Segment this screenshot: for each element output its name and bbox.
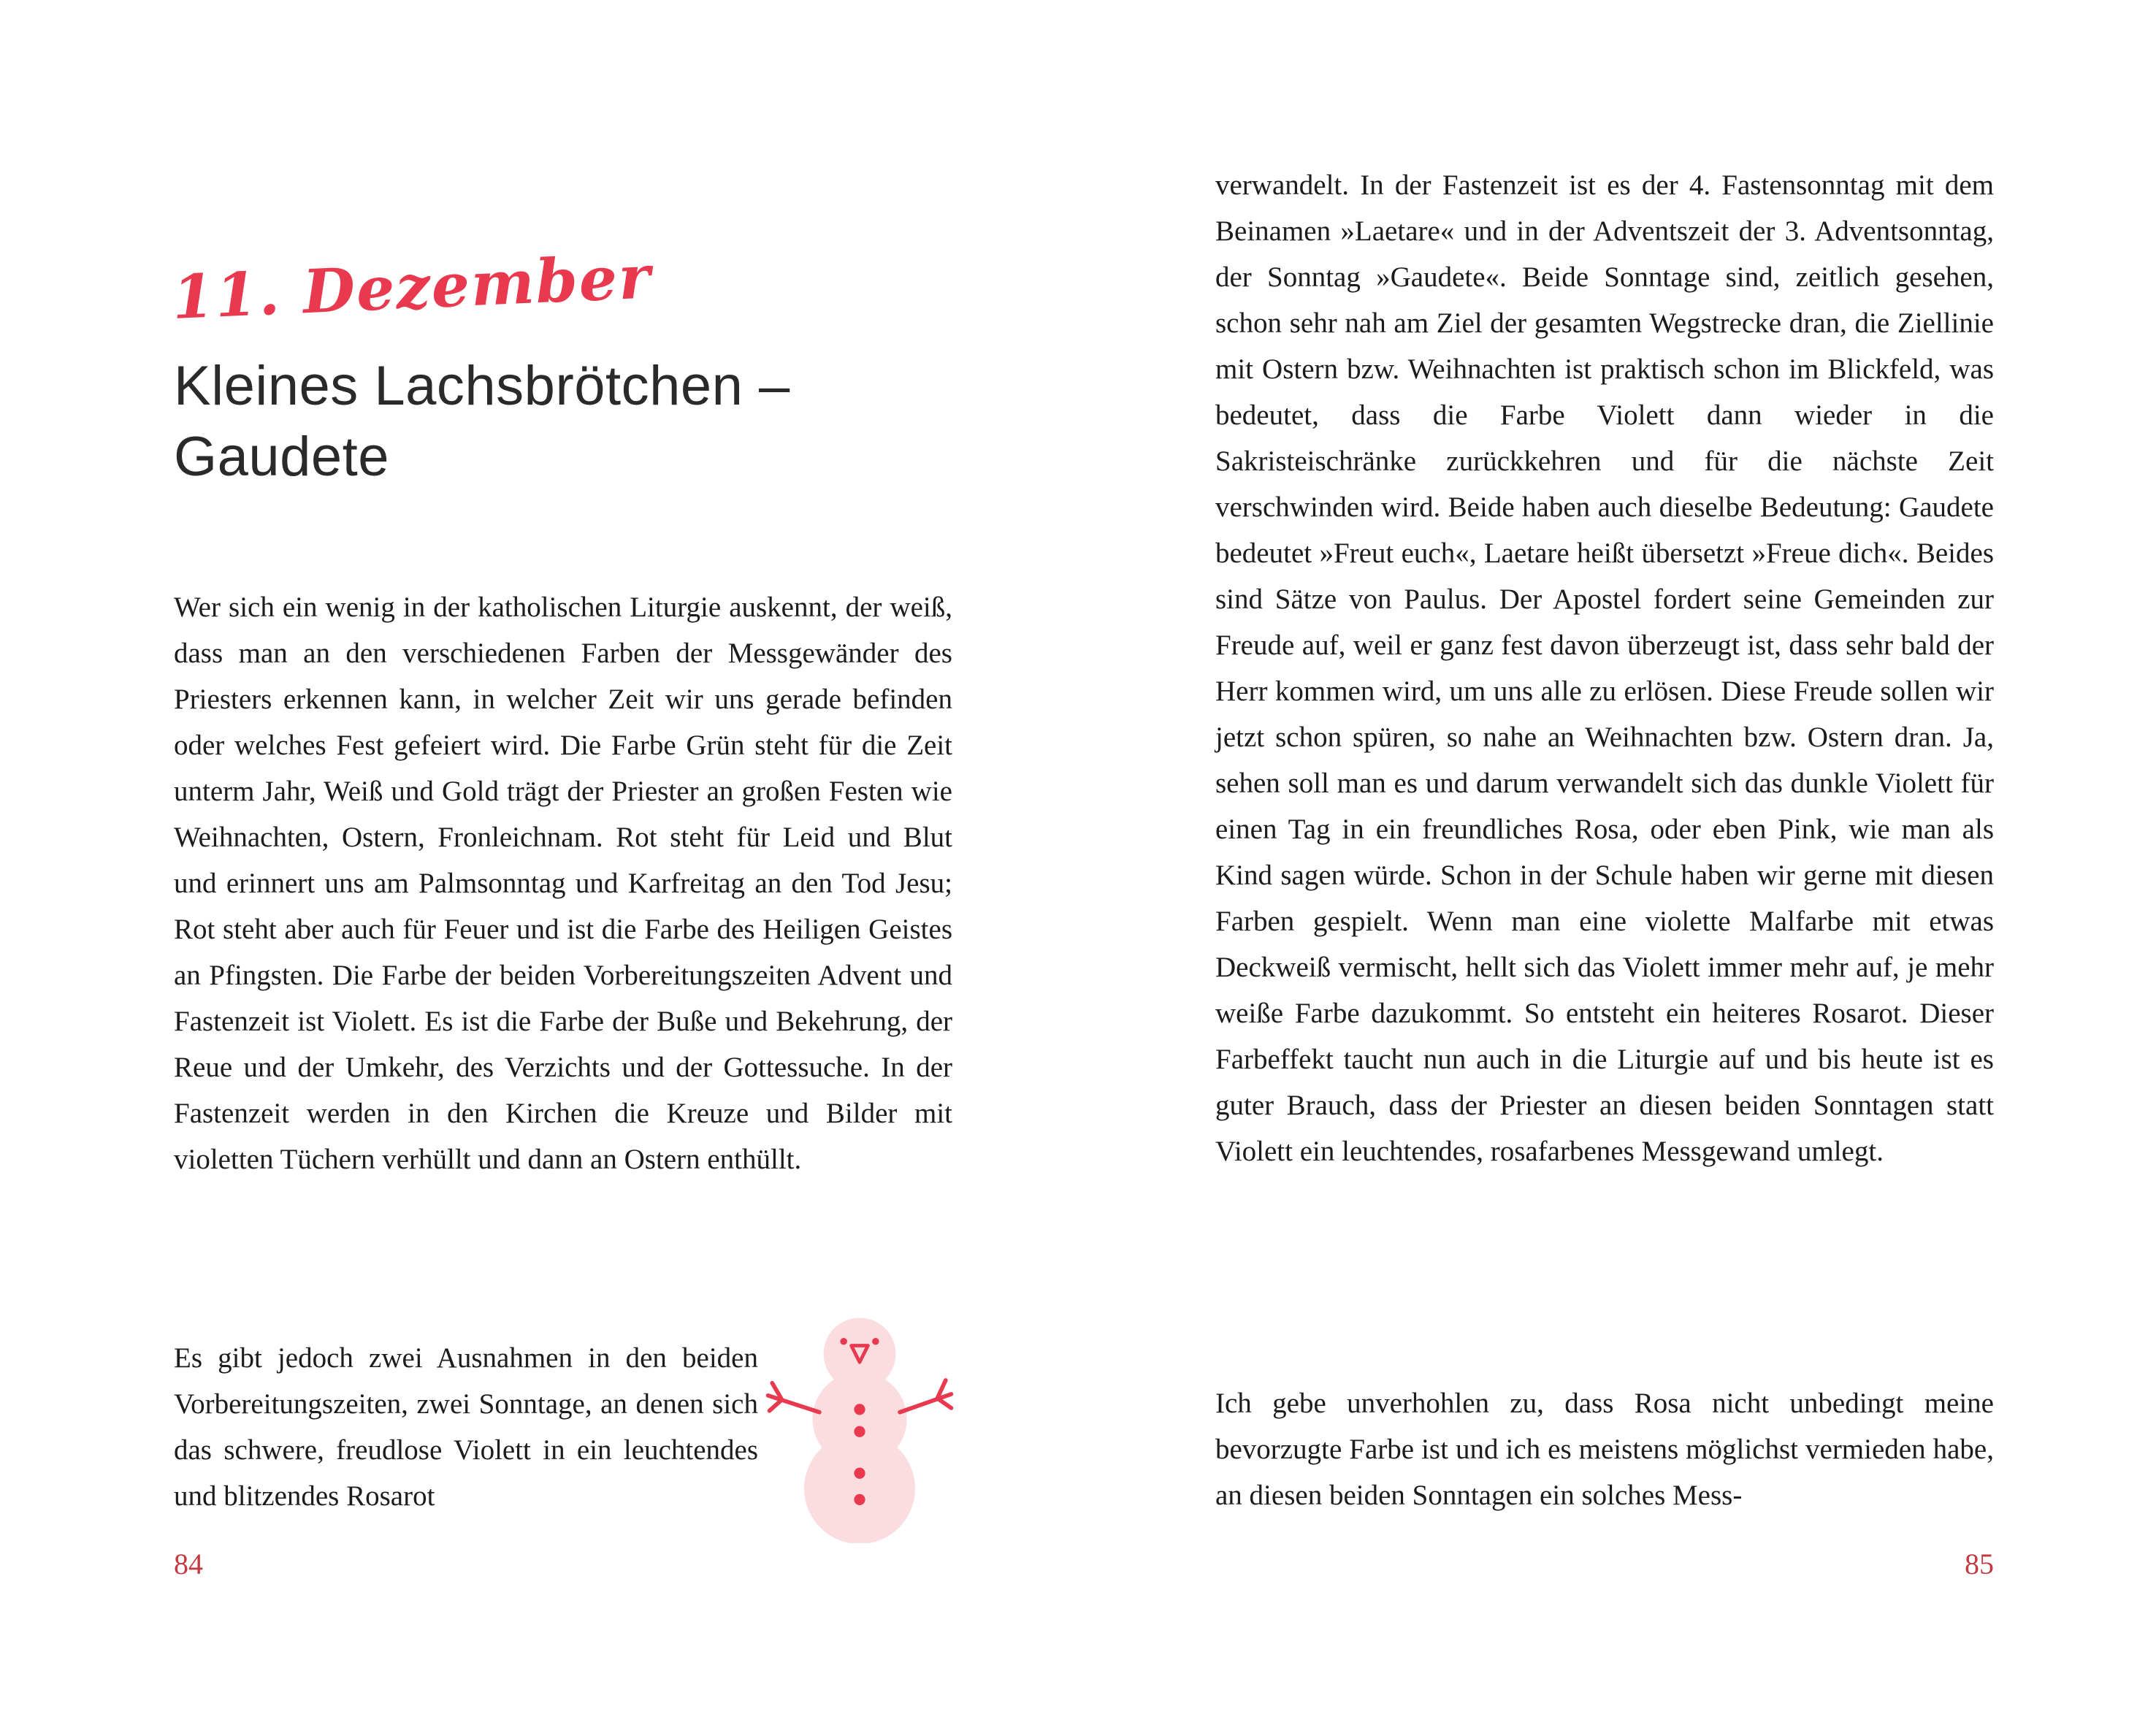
paragraph-with-illustration	[174, 1335, 952, 1554]
body-paragraph: Wer sich ein wenig in der katholischen Liturgie auskennt, der weiß, dass man an den verschiedenen Farben der Messgewänder des Priesters erkennen kann, in welcher Zeit wir uns gerade befinden oder welches Fest gefeiert wird. Die Farbe Grün steht für die Zeit unterm Jahr, Weiß und Gold trägt der Priester an großen Festen wie Weihnachten, Ostern, Fronleichnam. Rot steht für Leid und Blut und erinnert uns am Palmsonntag und Karfreitag an den Tod Jesu; Rot steht aber auch für Feuer und ist die Farbe des Heiligen Geistes an Pfingsten. Die Farbe der beiden Vorbereitungszeiten Advent und Fastenzeit ist Violett. Es ist die Farbe der Buße und Bekehrung, der Reue und der Umkehr, des Verzichts und der Gottessuche. In der Fastenzeit werden in den Kirchen die Kreuze und Bilder mit violetten Tüchern verhüllt und dann an Ostern enthüllt.	[174, 592, 952, 1175]
snowman-icon	[762, 1313, 957, 1543]
body-paragraph: verwandelt. In der Fastenzeit ist es der 4. Fastensonntag mit dem Beinamen »Laetare« und in der Adventszeit der 3. Adventsonntag, der Sonntag »Gaudete«. Beide Sonntage sind, zeitlich gesehen, schon sehr nah am Ziel der gesamten Wegstrecke dran, die Ziellinie mit Ostern bzw. Weihnachten ist praktisch schon im Blickfeld, was bedeutet, dass die Farbe Violett dann wieder in die Sakristeischränke zurückkehren und für die nächste Zeit verschwinden wird. Beide haben auch dieselbe Bedeutung: Gaudete bedeutet »Freut euch«, Laetare heißt übersetzt »Freue dich«. Beides sind Sätze von Paulus. Der Apostel fordert seine Gemeinden zur Freude auf, weil er ganz fest davon überzeugt ist, dass sehr bald der Herr kommen wird, um uns alle zu erlösen. Diese Freude sollen wir jetzt schon spüren, so nahe an Weihnachten bzw. Ostern dran. Ja, sehen soll man es und darum verwandelt sich das dunkle Violett für einen Tag in ein freundliches Rosa, oder eben Pink, wie man als Kind sagen würde. Schon in der Schule haben wir gerne mit diesen Farben gespielt. Wenn man eine violette Malfarbe mit etwas Deckweiß vermischt, hellt sich das Violett immer mehr auf, je mehr weiße Farbe dazukommt. So entsteht ein heiteres Rosarot. Dieser Farbeffekt taucht nun auch in die Liturgie auf und bis heute ist es guter Brauch, dass der Priester an diesen beiden Sonntagen statt Violett ein leuchtendes, rosafarbenes Messgewand umlegt.	[1215, 169, 1994, 1167]
body-paragraph: Es gibt jedoch zwei Ausnahmen in den beiden Vorbereitungszeiten, zwei Sonntage, an denen sich das schwere, freudlose Violett in ein leuchtendes und blitzendes Rosarot	[174, 1342, 758, 1512]
chapter-title: Kleines Lachsbrötchen – Gaudete	[174, 355, 790, 489]
date-heading: 11. Dezember	[170, 242, 654, 333]
page-number-left: 84	[174, 1548, 203, 1580]
page-number-right: 85	[1965, 1548, 1994, 1580]
body-paragraph: Ich gebe unverhohlen zu, dass Rosa nicht unbedingt meine bevorzugte Farbe ist und ich es meistens möglichst vermieden habe, an diesen beiden Sonntagen ein solches Mess-	[1215, 1388, 1994, 1511]
